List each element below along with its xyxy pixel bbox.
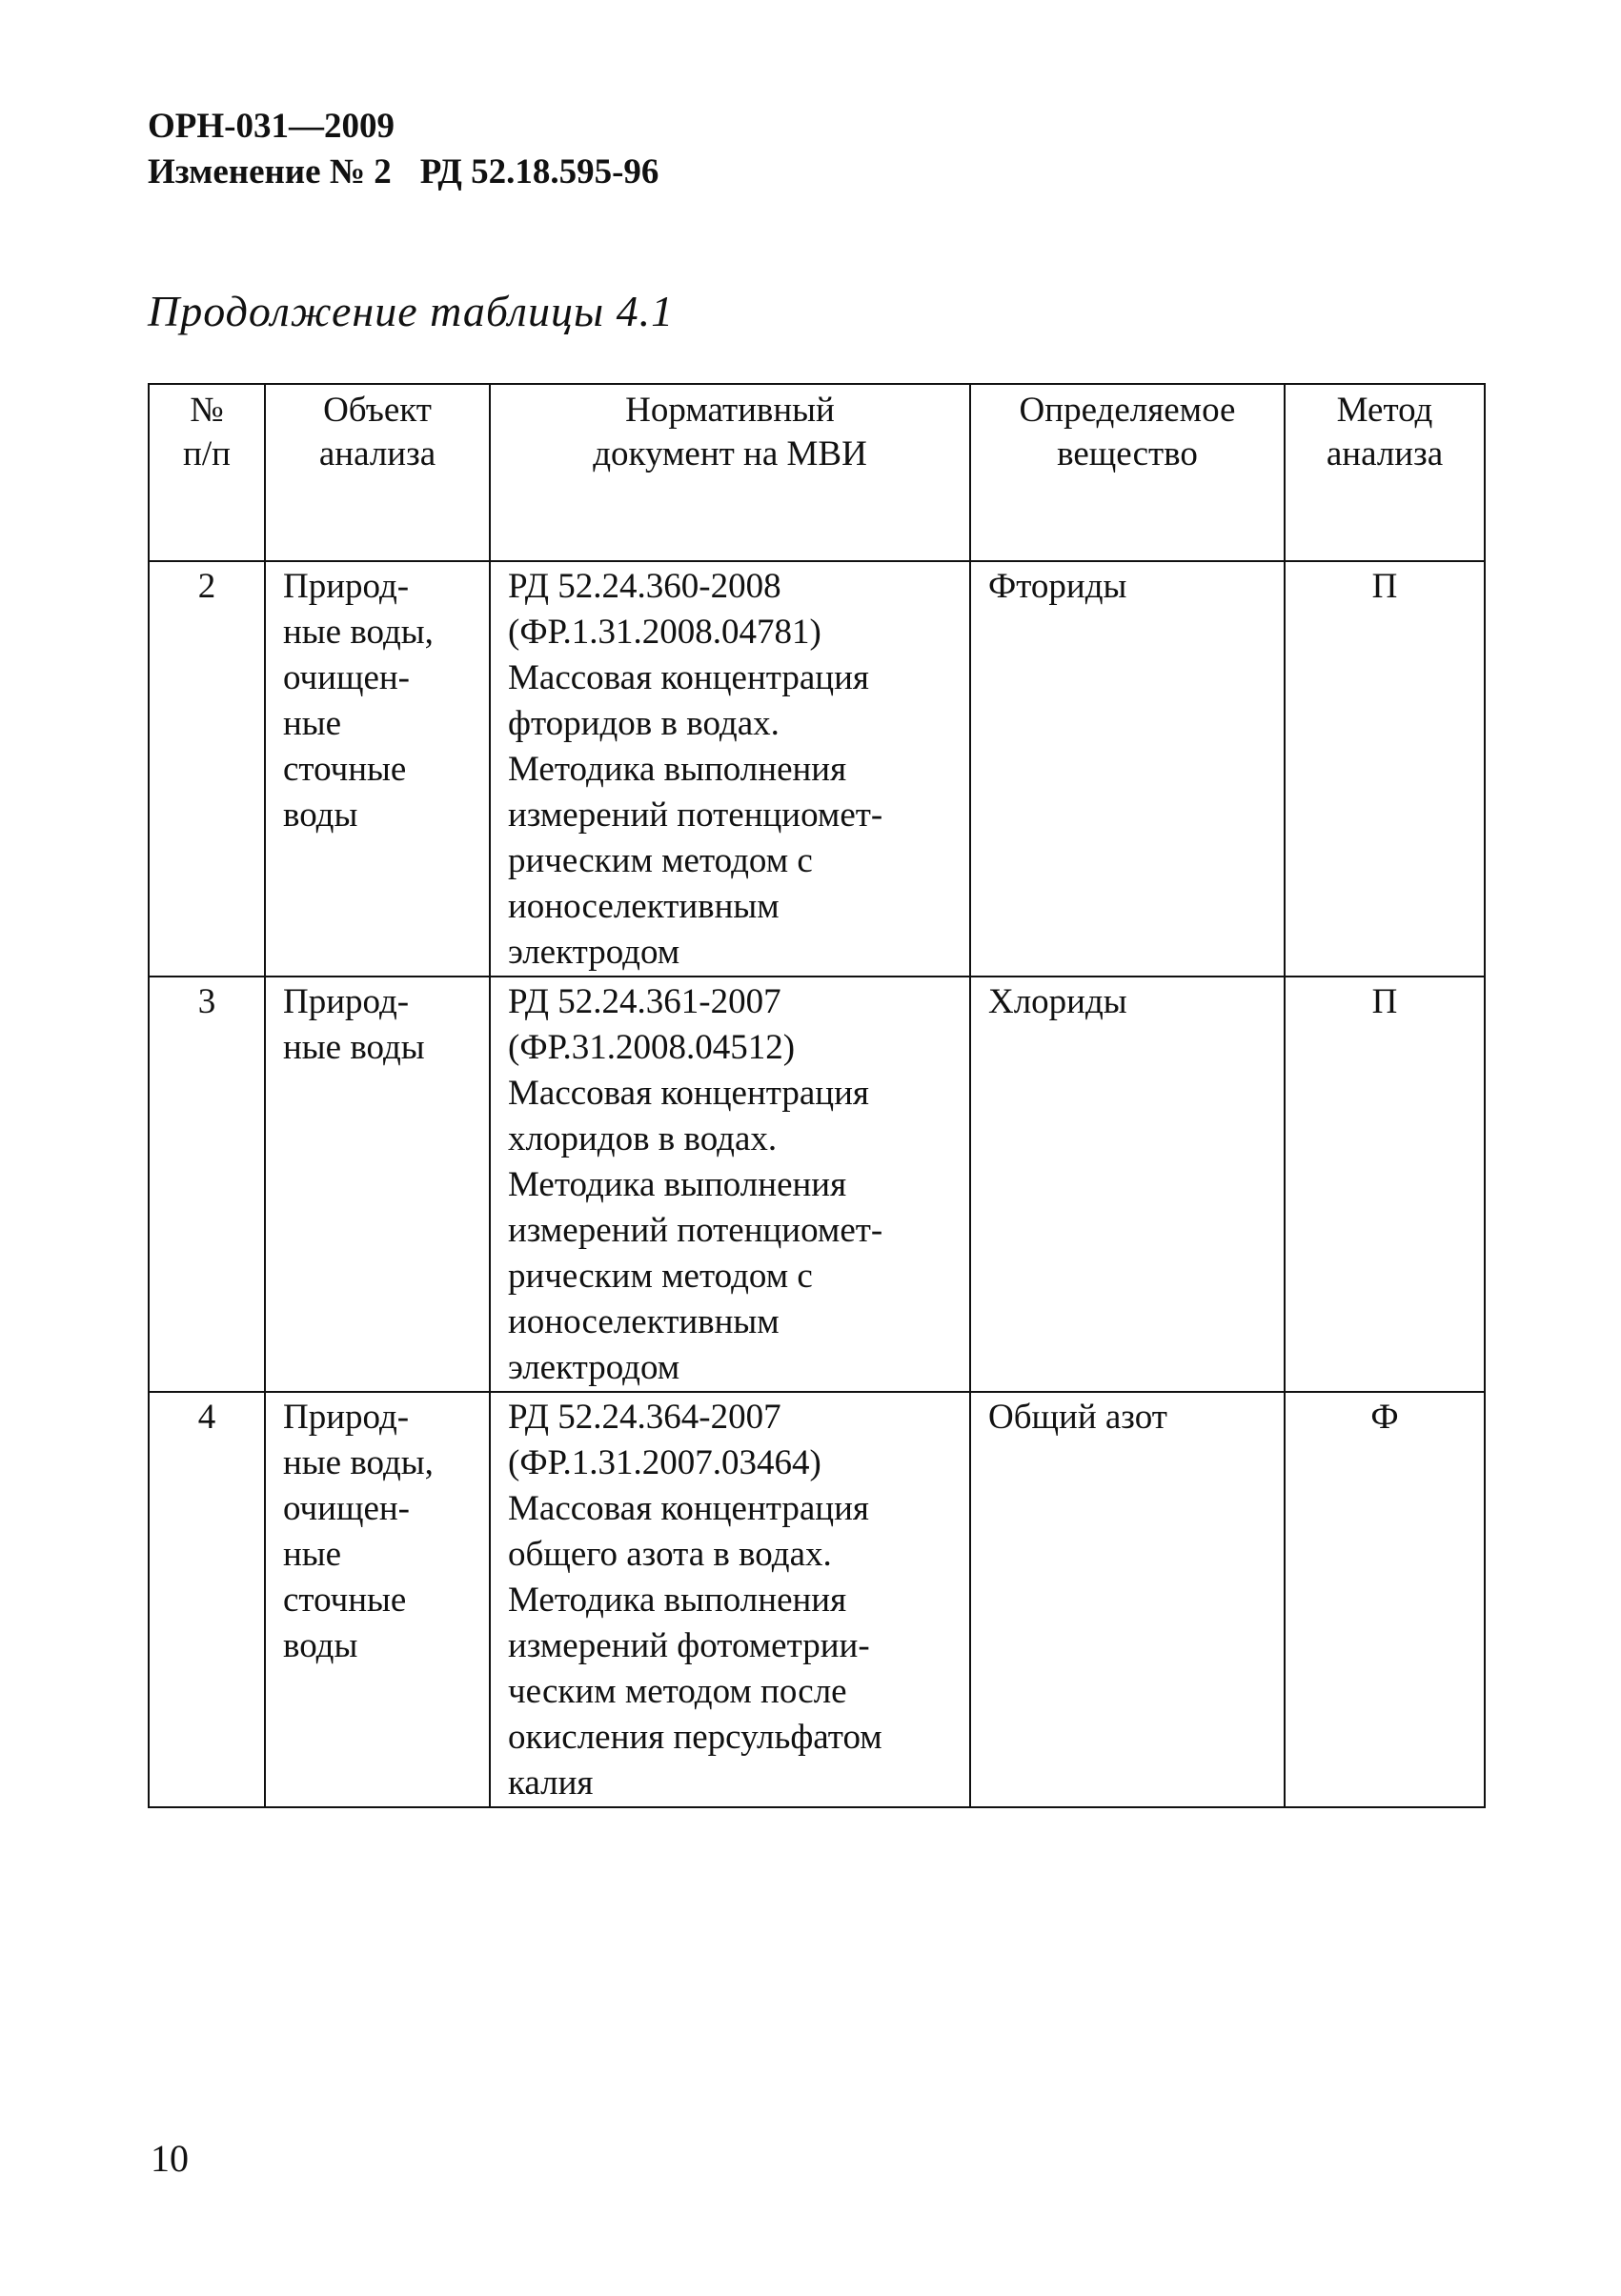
cell-line: фторидов в водах. [508, 704, 780, 743]
cell-line: (ФР.1.31.2008.04781) [508, 613, 821, 652]
cell-line: ные [283, 704, 342, 743]
cell-line: электродом [508, 933, 680, 972]
cell-line: Массовая концентрация [508, 1489, 869, 1528]
col-header-method: Метод анализа [1285, 384, 1485, 561]
cell-substance: Фториды [970, 561, 1285, 977]
cell-line: (ФР.1.31.2007.03464) [508, 1443, 821, 1482]
cell-line: Методика выполнения [508, 750, 847, 789]
cell-document [490, 977, 970, 1392]
cell-document [490, 1392, 970, 1807]
cell-line: воды [283, 796, 358, 835]
cell-line: РД 52.24.360-2008 [508, 567, 781, 606]
col-header-substance: Определяемое вещество [970, 384, 1285, 561]
cell-method: Ф [1285, 1392, 1485, 1807]
cell-object [265, 1392, 490, 1807]
cell-line: рическим методом с [508, 1257, 813, 1296]
cell-num: 4 [149, 1392, 265, 1807]
cell-line: ионоселективным [508, 1302, 780, 1341]
cell-line: очищен- [283, 658, 410, 697]
cell-line: Природ- [283, 982, 410, 1021]
cell-substance: Хлориды [970, 977, 1285, 1392]
col-header-object: Объект анализа [265, 384, 490, 561]
cell-line: сточные [283, 1581, 407, 1620]
cell-method: П [1285, 561, 1485, 977]
cell-line: ческим методом после [508, 1672, 847, 1711]
change-label: Изменение № 2 [148, 152, 392, 191]
cell-line: ные [283, 1535, 342, 1574]
cell-line: общего азота в водах. [508, 1535, 832, 1574]
cell-line: окисления персульфатом [508, 1718, 882, 1757]
cell-num: 3 [149, 977, 265, 1392]
change-heading [148, 152, 659, 192]
cell-line: воды [283, 1626, 358, 1665]
cell-line: очищен- [283, 1489, 410, 1528]
cell-line: Методика выполнения [508, 1165, 847, 1204]
cell-method: П [1285, 977, 1485, 1392]
rd-code: РД 52.18.595-96 [419, 152, 659, 191]
cell-line: Природ- [283, 1398, 410, 1437]
cell-line: Массовая концентрация [508, 658, 869, 697]
cell-object [265, 977, 490, 1392]
page-number: 10 [151, 2137, 189, 2180]
cell-object [265, 561, 490, 977]
cell-line: ные воды, [283, 1443, 434, 1482]
cell-line: хлоридов в водах. [508, 1119, 778, 1158]
cell-line: Природ- [283, 567, 410, 606]
cell-substance: Общий азот [970, 1392, 1285, 1807]
table-header-row [149, 384, 1485, 561]
cell-num: 2 [149, 561, 265, 977]
cell-line: РД 52.24.361-2007 [508, 982, 781, 1021]
cell-line: (ФР.31.2008.04512) [508, 1028, 796, 1067]
table-row [149, 561, 1485, 977]
cell-line: измерений потенциомет- [508, 1211, 883, 1250]
cell-line: электродом [508, 1348, 680, 1387]
cell-line: рическим методом с [508, 841, 813, 880]
cell-line: измерений фотометрии- [508, 1626, 870, 1665]
table-row [149, 977, 1485, 1392]
col-header-num: № п/п [149, 384, 265, 561]
cell-line: РД 52.24.364-2007 [508, 1398, 781, 1437]
cell-document [490, 561, 970, 977]
cell-line: калия [508, 1763, 594, 1803]
document-code: ОРН-031—2009 [148, 107, 395, 146]
table-caption: Продолжение таблицы 4.1 [148, 287, 675, 335]
col-header-document: Нормативный документ на МВИ [490, 384, 970, 561]
cell-line: измерений потенциомет- [508, 796, 883, 835]
data-table [148, 383, 1486, 1808]
cell-line: сточные [283, 750, 407, 789]
cell-line: ионоселективным [508, 887, 780, 926]
cell-line: ные воды, [283, 613, 434, 652]
cell-line: Массовая концентрация [508, 1074, 869, 1113]
cell-line: Методика выполнения [508, 1581, 847, 1620]
table-row [149, 1392, 1485, 1807]
cell-line: ные воды [283, 1028, 425, 1067]
